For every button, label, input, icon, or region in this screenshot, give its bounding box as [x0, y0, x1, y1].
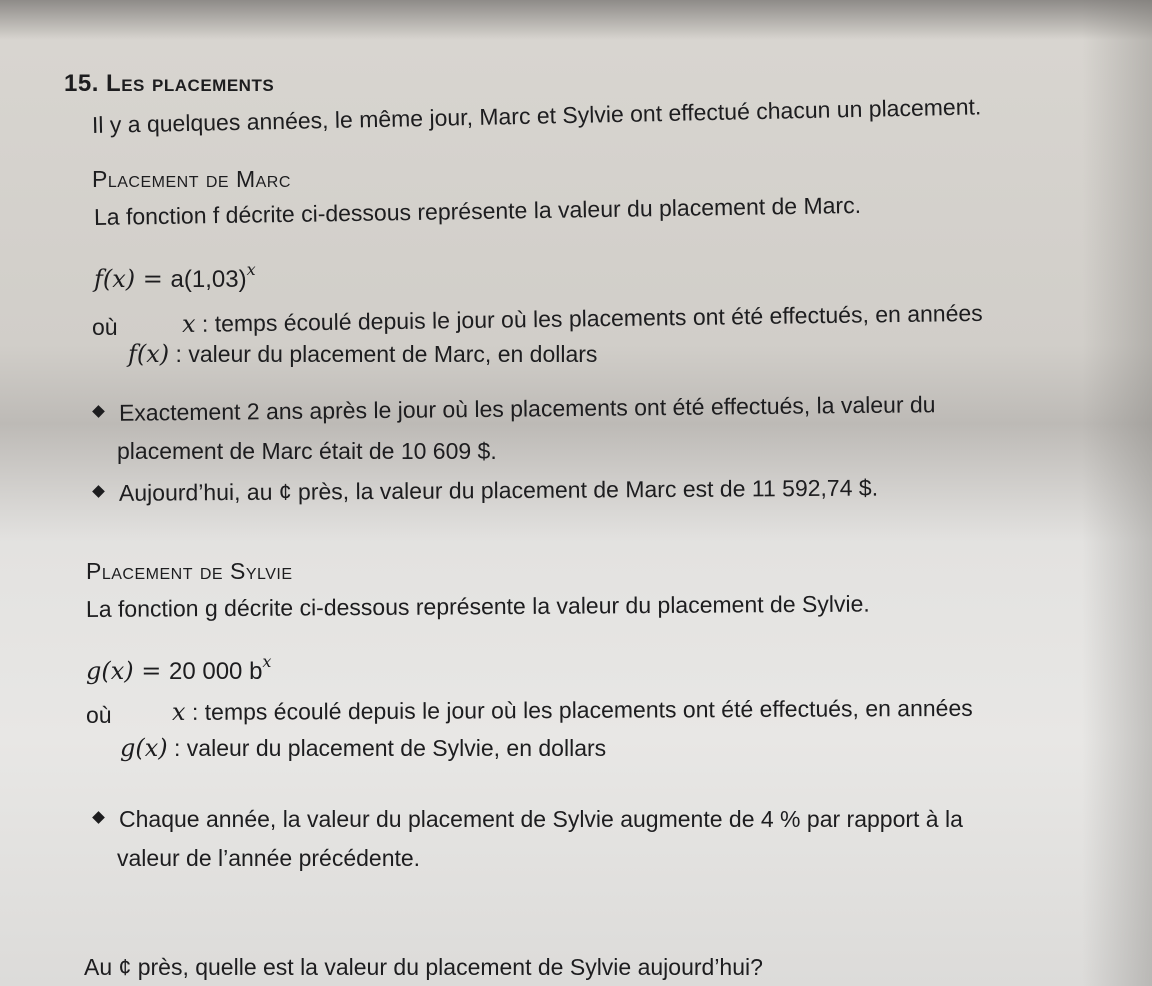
marc-def-fx-row: [128, 340, 597, 368]
marc-bullet-2: [94, 475, 878, 507]
marc-formula-rhs: a(1,03): [170, 266, 247, 293]
marc-var-x: x: [181, 309, 196, 338]
sylvie-var-x: x: [171, 697, 186, 726]
sylvie-def-gx-row: [120, 734, 606, 762]
sylvie-def-x: : temps écoulé depuis le jour où les placements ont été effectués, en années: [191, 694, 973, 725]
sylvie-var-gx: g(x): [120, 734, 168, 762]
problem-title-text: Les placements: [106, 70, 275, 97]
sylvie-bullet-1-line-1: Chaque année, la valeur du placement de Sylvie augmente de 4 % par rapport à la: [119, 806, 963, 832]
intro-text: Il y a quelques années, le même jour, Marc et Sylvie ont effectué chacun un placement.: [91, 93, 982, 138]
sylvie-def-gx: : valeur du placement de Sylvie, en dollars: [174, 735, 607, 761]
sylvie-bullet-1: [94, 806, 963, 833]
problem-number: 15.: [64, 70, 99, 97]
marc-bullet-1: [94, 391, 936, 427]
sylvie-heading: Placement de Sylvie: [86, 558, 293, 584]
marc-bullet-1-line-2: placement de Marc était de 10 609 $.: [117, 438, 497, 464]
marc-heading: Placement de Marc: [92, 166, 291, 192]
sylvie-formula-rhs: 20 000 b: [169, 658, 263, 685]
diamond-bullet-icon: [92, 485, 105, 498]
diamond-bullet-icon: [92, 405, 105, 418]
marc-def-x: : temps écoulé depuis le jour où les placements ont été effectués, en années: [201, 299, 983, 337]
marc-bullet-1-line-1: Exactement 2 ans après le jour où les placements ont été effectués, la valeur du: [118, 391, 936, 426]
marc-formula-lhs: f(x) =: [94, 265, 171, 293]
marc-description: La fonction f décrite ci-dessous représente la valeur du placement de Marc.: [93, 191, 862, 230]
sylvie-formula-exponent: x: [262, 652, 272, 671]
sylvie-description: La fonction g décrite ci-dessous représente la valeur du placement de Sylvie.: [85, 590, 870, 622]
marc-var-fx: f(x): [128, 340, 170, 368]
problem-title: [64, 70, 274, 98]
sylvie-def-x-row: [172, 694, 973, 726]
marc-formula: [94, 260, 256, 294]
marc-def-x-row: [182, 299, 983, 338]
marc-bullet-2-text: Aujourd’hui, au ¢ près, la valeur du placement de Marc est de 11 592,74 $.: [118, 474, 879, 506]
diamond-bullet-icon: [92, 811, 105, 824]
sylvie-formula: [86, 652, 271, 686]
question-text: Au ¢ près, quelle est la valeur du placement de Sylvie aujourd’hui?: [84, 954, 763, 980]
sylvie-bullet-1-line-2: valeur de l’année précédente.: [117, 845, 421, 871]
sylvie-formula-lhs: g(x) =: [86, 657, 169, 685]
marc-where-label: où: [92, 314, 118, 340]
sylvie-where-label: où: [86, 702, 112, 728]
marc-def-fx: : valeur du placement de Marc, en dollars: [175, 341, 598, 367]
marc-formula-exponent: x: [246, 260, 256, 279]
